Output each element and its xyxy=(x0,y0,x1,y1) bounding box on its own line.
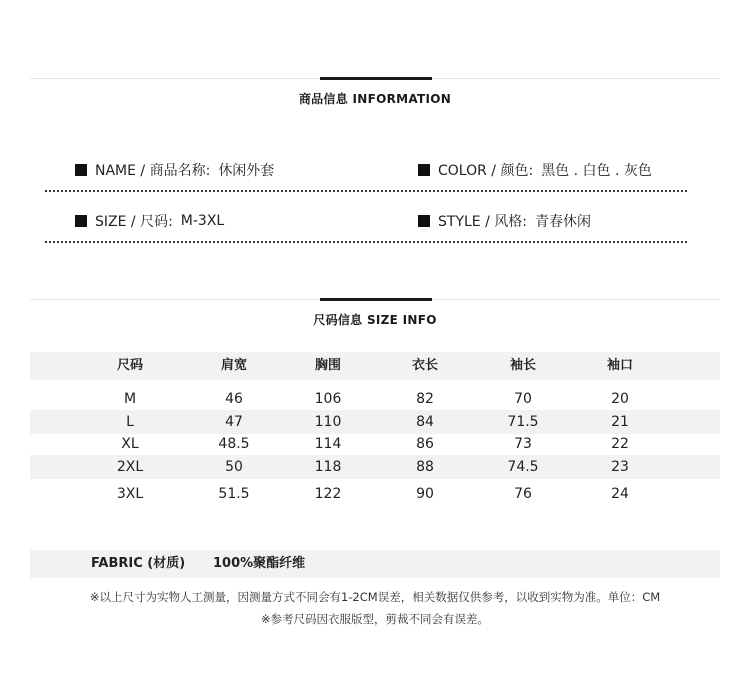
fit-note: ※参考尺码因衣服版型，剪裁不同会有误差。 xyxy=(260,612,490,626)
fabric-label: FABRIC (材质) xyxy=(91,556,186,571)
size-table-header-cell: 衣长 xyxy=(411,358,438,373)
table-cell: 47 xyxy=(225,414,243,430)
table-cell: 86 xyxy=(416,436,434,452)
size-section-accent-rule xyxy=(320,298,432,301)
table-cell: 118 xyxy=(314,459,342,475)
info-name-label: NAME / 商品名称: xyxy=(95,163,211,179)
table-cell: 90 xyxy=(416,486,434,502)
table-cell: 70 xyxy=(514,391,532,407)
info-size-label: SIZE / 尺码: xyxy=(95,214,173,230)
table-cell: 3XL xyxy=(116,486,144,502)
table-cell: 82 xyxy=(416,391,434,407)
info-section-title: 商品信息 INFORMATION xyxy=(298,92,452,106)
table-cell: 74.5 xyxy=(507,459,539,475)
table-row xyxy=(30,482,720,506)
table-cell: 114 xyxy=(314,436,342,452)
table-cell: XL xyxy=(121,436,139,452)
measurement-note: ※以上尺寸为实物人工测量，因测量方式不同会有1-2CM误差，相关数据仅供参考，以收到实物为准。单位：CM xyxy=(89,590,661,604)
table-cell: 24 xyxy=(611,486,629,502)
table-cell: 20 xyxy=(611,391,629,407)
table-cell: 88 xyxy=(416,459,434,475)
info-style-label: STYLE / 风格: xyxy=(438,214,527,230)
table-cell: 73 xyxy=(514,436,532,452)
table-cell: M xyxy=(123,391,137,407)
info-name xyxy=(75,160,274,180)
info-name-value: 休闲外套 xyxy=(218,163,275,179)
size-table-header-cell: 肩宽 xyxy=(220,358,247,373)
table-cell: 76 xyxy=(514,486,532,502)
info-color xyxy=(418,160,652,180)
table-row xyxy=(30,455,720,479)
table-cell: 21 xyxy=(611,414,629,430)
size-table-header-cell: 尺码 xyxy=(116,358,143,373)
table-cell: L xyxy=(126,414,134,430)
info-size-value: M-3XL xyxy=(180,213,225,229)
info-style xyxy=(418,211,591,231)
table-row xyxy=(30,410,720,434)
info-color-label: COLOR / 颜色: xyxy=(438,163,534,179)
square-bullet-icon xyxy=(418,215,430,227)
table-row xyxy=(30,387,720,411)
table-cell: 71.5 xyxy=(507,414,539,430)
fabric-row xyxy=(30,550,720,578)
square-bullet-icon xyxy=(75,215,87,227)
table-cell: 2XL xyxy=(116,459,144,475)
table-cell: 84 xyxy=(416,414,434,430)
info-style-value: 青春休闲 xyxy=(534,214,591,230)
table-row xyxy=(30,432,720,456)
table-cell: 23 xyxy=(611,459,629,475)
size-table-header-cell: 胸围 xyxy=(314,358,341,373)
info-divider-dotted xyxy=(45,241,687,243)
square-bullet-icon xyxy=(418,164,430,176)
info-color-value: 黑色 . 白色 . 灰色 xyxy=(541,163,652,179)
table-cell: 122 xyxy=(314,486,342,502)
size-table-header-row xyxy=(30,352,720,380)
square-bullet-icon xyxy=(75,164,87,176)
size-table-header-cell: 袖口 xyxy=(606,358,633,373)
size-table-header-cell: 袖长 xyxy=(509,358,536,373)
info-divider-dotted xyxy=(45,190,687,192)
table-cell: 50 xyxy=(225,459,243,475)
table-cell: 22 xyxy=(611,436,629,452)
table-cell: 51.5 xyxy=(218,486,250,502)
fabric-value: 100%聚酯纤维 xyxy=(213,556,306,571)
info-section-accent-rule xyxy=(320,77,432,80)
table-cell: 110 xyxy=(314,414,342,430)
table-cell: 106 xyxy=(314,391,342,407)
size-section-title: 尺码信息 SIZE INFO xyxy=(313,313,437,327)
table-cell: 46 xyxy=(225,391,243,407)
info-size xyxy=(75,211,224,231)
table-cell: 48.5 xyxy=(218,436,250,452)
